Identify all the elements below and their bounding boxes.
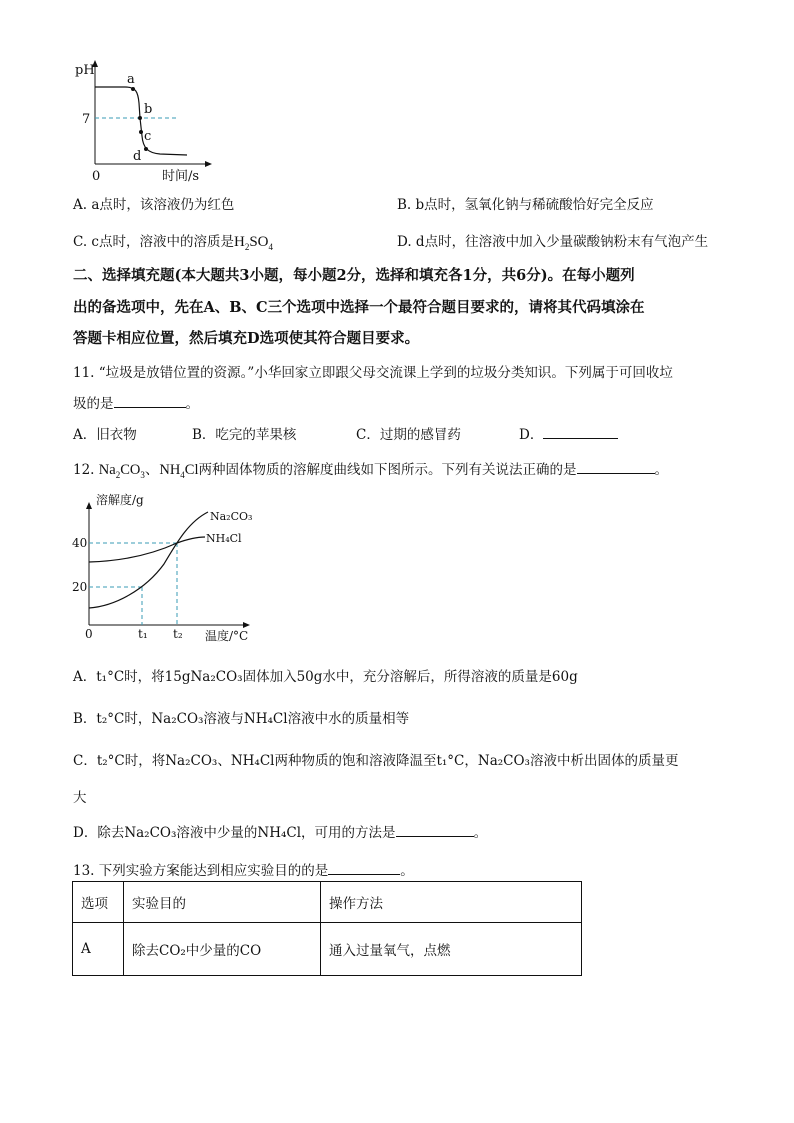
q12-option-d-text: D．除去Na₂CO₃溶液中少量的NH₄Cl，可用的方法是 [73, 825, 396, 841]
q11-option-d-blank[interactable] [543, 426, 618, 439]
chart-ylabel: 溶解度/g [96, 493, 144, 507]
q10-option-c-text: C. c点时，溶液中的溶质是 [73, 234, 234, 250]
solubility-chart [60, 490, 270, 648]
table-row [73, 923, 582, 976]
q10-option-b[interactable]: B. b点时，氢氧化钠与稀硫酸恰好完全反应 [397, 197, 654, 213]
section2-line3: 答题卡相应位置，然后填充D选项使其符合题目要求。 [73, 330, 420, 347]
table-cell-option: A [73, 923, 124, 976]
series-label-nh4cl: NH₄Cl [206, 532, 242, 545]
ph-label-a: a [127, 72, 135, 87]
q12-option-c-line2: 大 [73, 790, 87, 806]
q11-stem-text: 圾的是 [73, 396, 114, 412]
formula-sub: 4 [268, 242, 274, 252]
ph-ylabel: pH [75, 63, 95, 78]
chart-xtick-t1: t₁ [138, 627, 148, 641]
table-header-method: 操作方法 [321, 882, 582, 923]
q12-answer-blank[interactable] [577, 461, 655, 474]
q12-option-a[interactable]: A．t₁°C时，将15gNa₂CO₃固体加入50g水中，充分溶解后，所得溶液的质量是60g [73, 669, 578, 685]
q10-option-c-formula [234, 234, 273, 250]
q10-option-a[interactable]: A. a点时，该溶液仍为红色 [73, 197, 235, 213]
q13-answer-blank[interactable] [328, 862, 400, 875]
table-cell-method: 通入过量氧气，点燃 [321, 923, 582, 976]
formula-sub: 2 [244, 242, 250, 252]
q13-table [72, 881, 582, 976]
series-label-na2co3: Na₂CO₃ [210, 510, 253, 523]
table-header-option: 选项 [73, 882, 124, 923]
chart-xlabel: 温度/°C [205, 629, 249, 643]
q12-option-b[interactable]: B．t₂°C时，Na₂CO₃溶液与NH₄Cl溶液中水的质量相等 [73, 711, 410, 727]
curve-nh4cl [89, 537, 205, 562]
ph-xlabel: 时间/s [162, 169, 200, 183]
q12-formulas: $Na_2CO_3$、$NH_4Cl$ [98, 462, 199, 480]
q10-option-d[interactable]: D. d点时，往溶液中加入少量碳酸钠粉末有气泡产生 [397, 234, 709, 250]
q13-stem [73, 859, 414, 879]
table-header-row [73, 882, 582, 923]
chart-origin: 0 [85, 627, 93, 641]
ph-label-d: d [133, 149, 142, 164]
chart-xtick-t2: t₂ [173, 627, 183, 641]
q11-option-c[interactable]: C．过期的感冒药 [356, 427, 461, 443]
q11-option-d[interactable] [519, 423, 618, 443]
ph-origin: 0 [92, 169, 101, 183]
ph-x-arrow [205, 161, 212, 167]
q12-option-d-end: 。 [473, 825, 488, 841]
chart-ytick-40: 40 [72, 536, 88, 550]
ph-point-a [131, 87, 135, 91]
q12-option-d[interactable] [73, 821, 487, 841]
q11-answer-blank[interactable] [114, 395, 186, 408]
q11-stem-line1: 11. “垃圾是放错位置的资源。”小华回家立即跟父母交流课上学到的垃圾分类知识。下列属于可回收垃 [73, 365, 673, 381]
chart-ytick-20: 20 [72, 580, 88, 594]
table-cell-purpose: 除去CO₂中少量的CO [124, 923, 321, 976]
chart-x-arrow [243, 622, 250, 628]
q12-stem [73, 458, 668, 480]
q12-stem-end: 。 [654, 462, 668, 478]
q13-stem-text: 13. 下列实验方案能达到相应实验目的的是 [73, 863, 329, 879]
formula-part: SO [249, 234, 269, 250]
ph-label-c: c [144, 129, 152, 144]
ph-point-b [138, 116, 142, 120]
ph-curve [95, 87, 187, 155]
q11-stem-end: 。 [185, 396, 199, 412]
q11-option-b[interactable]: B．吃完的苹果核 [192, 427, 297, 443]
q11-option-d-label: D． [519, 427, 544, 443]
q12-number: 12. [73, 462, 99, 478]
ph-point-c [139, 130, 143, 134]
q12-option-d-blank[interactable] [396, 824, 474, 837]
ph-point-d [144, 147, 148, 151]
section2-line2: 出的备选项中，先在A、B、C三个选项中选择一个最符合题目要求的，请将其代码填涂在 [73, 299, 645, 316]
q10-option-c[interactable] [73, 230, 273, 252]
chart-y-arrow [86, 502, 92, 509]
ph-label-b: b [144, 102, 153, 117]
formula-part: H [234, 234, 245, 250]
curve-na2co3 [89, 512, 208, 608]
ph-graph [60, 58, 230, 183]
q11-stem-line2 [73, 392, 199, 412]
q11-option-a[interactable]: A．旧衣物 [73, 427, 137, 443]
ph-tick-7: 7 [82, 112, 91, 127]
q13-stem-end: 。 [400, 863, 414, 879]
section2-line1: 二、选择填充题(本大题共3小题，每小题2分，选择和填充各1分，共6分)。在每小题列 [73, 267, 635, 284]
q12-option-c-line1[interactable]: C．t₂°C时，将Na₂CO₃、NH₄Cl两种物质的饱和溶液降温至t₁°C，Na₂CO₃溶液中析出固体的质量更 [73, 753, 679, 769]
table-header-purpose: 实验目的 [124, 882, 321, 923]
q12-stem-text: 两种固体物质的溶解度曲线如下图所示。下列有关说法正确的是 [198, 462, 577, 478]
